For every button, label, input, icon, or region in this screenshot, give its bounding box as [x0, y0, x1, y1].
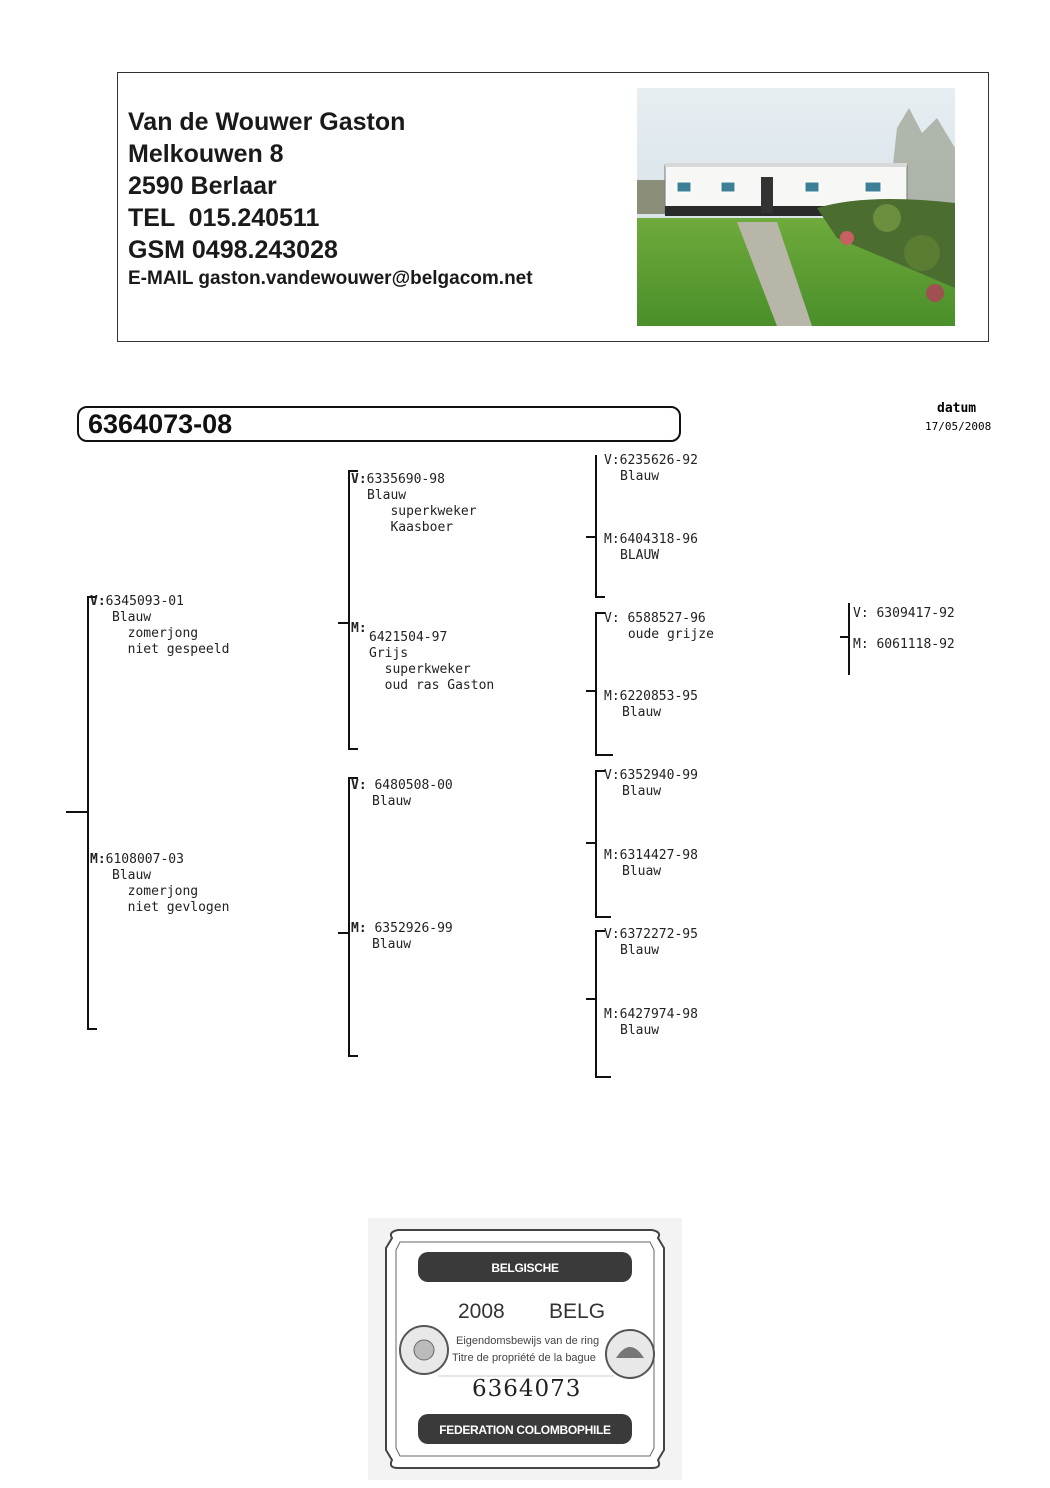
pedigree-fmm: [604, 689, 698, 721]
mmm-ring: 6427974-98: [619, 1007, 698, 1022]
mfm-line-1: Bluaw: [622, 864, 662, 879]
owner-tel: TEL 015.240511: [128, 204, 320, 232]
fmf-prefix: V:: [604, 611, 620, 626]
father-line-2: zomerjong: [112, 626, 199, 641]
mother-line-2: zomerjong: [112, 884, 199, 899]
fm-line-3: oud ras Gaston: [369, 678, 495, 693]
mff-ring: 6352940-99: [619, 768, 698, 783]
mmm-prefix: M:: [604, 1007, 620, 1022]
extra-m-ring: 6061118-92: [868, 637, 955, 652]
mf-prefix: V:: [351, 778, 367, 793]
pedigree-extra-m: [853, 637, 955, 653]
ff-prefix: V:: [351, 472, 367, 487]
pedigree-mfm: [604, 848, 698, 880]
pedigree-mmm: [604, 1007, 698, 1039]
pedigree-ff: [351, 472, 477, 536]
fff-line-1: Blauw: [620, 469, 660, 484]
father-ring: 6345093-01: [105, 594, 184, 609]
fm-prefix: M:: [351, 621, 367, 636]
mmf-line-1: Blauw: [620, 943, 660, 958]
certificate-year: 2008: [458, 1300, 505, 1323]
fm-ring: 6421504-97: [369, 630, 448, 645]
father-line-3: niet gespeeld: [112, 642, 230, 657]
mother-ring: 6108007-03: [105, 852, 184, 867]
fff-ring: 6235626-92: [619, 453, 698, 468]
pedigree-fff: [604, 453, 698, 485]
fmm-prefix: M:: [604, 689, 620, 704]
certificate-number: 6364073: [472, 1376, 582, 1402]
ff-line-3: Kaasboer: [367, 520, 454, 535]
mfm-prefix: M:: [604, 848, 620, 863]
fm-line-2: superkweker: [369, 662, 471, 677]
mmm-line-1: Blauw: [620, 1023, 660, 1038]
father-prefix: V:: [90, 594, 106, 609]
certificate-line-1: Eigendomsbewijs van de ring: [456, 1335, 600, 1347]
ring-number-title: 6364073-08: [88, 409, 233, 439]
mff-line-1: Blauw: [622, 784, 662, 799]
ff-line-1: Blauw: [367, 488, 407, 503]
mm-line-1: Blauw: [372, 937, 412, 952]
mother-line-1: Blauw: [112, 868, 152, 883]
owner-email: E-MAIL gaston.vandewouwer@belgacom.net: [128, 268, 533, 289]
extra-v-prefix: V:: [853, 606, 869, 621]
fmm-line-1: Blauw: [622, 705, 662, 720]
father-line-1: Blauw: [112, 610, 152, 625]
mf-ring: 6480508-00: [374, 778, 453, 793]
extra-m-prefix: M:: [853, 637, 869, 652]
fmf-ring: 6588527-96: [619, 611, 706, 626]
mother-line-3: niet gevlogen: [112, 900, 230, 915]
loft-photo: [637, 88, 955, 326]
mff-prefix: V:: [604, 768, 620, 783]
ffm-prefix: M:: [604, 532, 620, 547]
ff-ring: 6335690-98: [366, 472, 445, 487]
pedigree-father: [90, 594, 229, 658]
fmf-line-1: oude grijze: [620, 627, 714, 642]
mfm-ring: 6314427-98: [619, 848, 698, 863]
owner-street: Melkouwen 8: [128, 140, 284, 168]
owner-gsm: GSM 0498.243028: [128, 236, 338, 264]
pedigree-mf: [351, 778, 453, 810]
fmm-ring: 6220853-95: [619, 689, 698, 704]
datum-label: datum: [937, 401, 977, 416]
mmf-prefix: V:: [604, 927, 620, 942]
certificate-top-banner: BELGISCHE DUIVENLIEFHEBBERSBOND: [445, 1261, 605, 1295]
certificate-country: BELG: [549, 1300, 606, 1323]
pedigree-mff: [604, 768, 698, 800]
ffm-line-1: BLAUW: [620, 548, 660, 563]
pedigree-extra-v: [853, 606, 955, 622]
mmf-ring: 6372272-95: [619, 927, 698, 942]
certificate-line-2: Titre de propriété de la bague: [452, 1352, 596, 1364]
pedigree-fmf: [604, 611, 714, 643]
mf-line-1: Blauw: [372, 794, 412, 809]
owner-info: [128, 106, 533, 292]
pedigree-ffm: [604, 532, 698, 564]
fm-line-1: Grijs: [369, 646, 409, 661]
fff-prefix: V:: [604, 453, 620, 468]
pedigree-mm: [351, 921, 453, 953]
mother-prefix: M:: [90, 852, 106, 867]
owner-name: Van de Wouwer Gaston: [128, 108, 406, 136]
ff-line-2: superkweker: [367, 504, 477, 519]
extra-v-ring: 6309417-92: [868, 606, 955, 621]
pedigree-fm: [351, 621, 494, 701]
mm-prefix: M:: [351, 921, 367, 936]
certificate-bottom-banner: FEDERATION COLOMBOPHILE BELGE: [439, 1423, 611, 1457]
datum-value: 17/05/2008: [925, 420, 992, 433]
mm-ring: 6352926-99: [374, 921, 453, 936]
ffm-ring: 6404318-96: [619, 532, 698, 547]
pedigree-mother: [90, 852, 229, 916]
pedigree-mmf: [604, 927, 698, 959]
owner-city: 2590 Berlaar: [128, 172, 277, 200]
